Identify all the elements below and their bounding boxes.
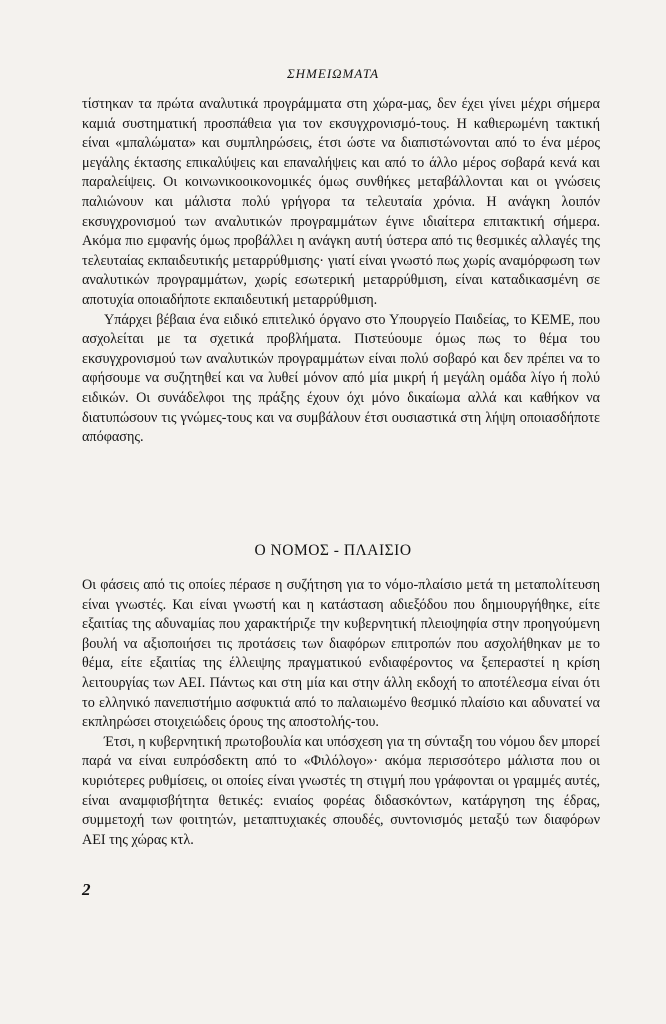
text-block-top — [82, 95, 600, 448]
text-block-bottom — [82, 576, 600, 850]
paragraph-initiative: Έτσι, η κυβερνητική πρωτοβουλία και υπόσχεση για τη σύνταξη του νόμου δεν μπορεί παρά να είναι ευπρόσδεκτη από το «Φιλόλογο»· ακόμα περισσότερο μάλιστα που οι κυριότερες ρυθμίσεις, οι οποίες είναι γνωστές τη στιγμή που γράφονται οι γραμμές αυτές, είναι αναμφισβήτητα θετικές: ενιαίος φορέας διδασκόντων, κατάργηση της έδρας, συμμετοχή των φοιτητών, μεταπτυχιακές σπουδές, συντονισμός μεταξύ των διαφόρων ΑΕΙ της χώρας κτλ. — [82, 733, 600, 848]
running-head: ΣΗΜΕΙΩΜΑΤΑ — [286, 66, 380, 81]
paragraph-phases: Οι φάσεις από τις οποίες πέρασε η συζήτηση για το νόμο-πλαίσιο μετά τη μεταπολίτευση είναι γνωστές. Και είναι γνωστή και η κατάσταση αδιεξόδου που δημιουργήθηκε, είτε εξαιτίας της αδυναμίας που χαρακτήριζε την κυβερνητική πλειοψηφία στην προηγούμενη βουλή να αξιοποιήσει τις προτάσεις των διαφόρων επιτροπών που ασχολήθηκαν με το θέμα, είτε εξαιτίας της έλλειψης πραγματικού ενδιαφέροντος να ξεπεραστεί η κρίση λειτουργίας των ΑΕΙ. Πάντως και στη μία και στην άλλη εκδοχή το αποτέλεσμα είναι ότι το ελληνικό πανεπιστήμιο ασφυκτιά από το παλαιωμένο θεσμικό πλαίσιο και αδυνατεί να εκπληρώσει στοιχειώδεις όρους της αποστολής-του. — [82, 577, 600, 731]
section-heading: Ο ΝΟΜΟΣ - ΠΛΑΙΣΙΟ — [254, 542, 412, 559]
page-number: 2 — [82, 880, 91, 899]
paragraph-continuation: τίστηκαν τα πρώτα αναλυτικά προγράμματα στη χώρα-μας, δεν έχει γίνει μέχρι σήμερα καμιά συστηματική προσπάθεια για τον εκσυγχρονισμό-τους. Η καθιερωμένη τακτική είναι «μπαλώματα» και συμπληρώσεις, έτσι ώστε να διαπιστώνονται από το ένα μέρος μεγάλης έκτασης επικαλύψεις και επαναλήψεις και από το άλλο μέρος σοβαρά κενά και παραλείψεις. Οι κοινωνικοοικονομικές όμως συνθήκες μεταβάλλονται και οι γνώσεις παλιώνουν και μάλιστα πολύ γρήγορα τα τελευταία χρόνια. Η ανάγκη λοιπόν εκσυγχρονισμού των αναλυτικών προγραμμάτων έγινε ιδιαίτερα επιτακτική σήμερα. Ακόμα πιο εμφανής όμως προβάλλει η ανάγκη αυτή ύστερα από τις θεσμικές αλλαγές της τελευταίας εκπαιδευτικής μεταρρύθμισης· γιατί είναι γνωστό πως χωρίς αναμόρφωση των αναλυτικών προγραμμάτων, χωρίς εσωτερική μεταρρύθμιση, είναι καταδικασμένη σε αποτυχία οποιαδήποτε εκπαιδευτική μεταρρύθμιση. — [82, 96, 600, 308]
paragraph-keme: Υπάρχει βέβαια ένα ειδικό επιτελικό όργανο στο Υπουργείο Παιδείας, το ΚΕΜΕ, που ασχολείται με τα σχετικά προβλήματα. Πιστεύουμε όμως πως το θέμα του εκσυγχρονισμού των αναλυτικών προγραμμάτων είναι πολύ σοβαρό και δεν πρέπει να το αφήσουμε να συζητηθεί και να λυθεί μόνον από μία μικρή ή μεγάλη ομάδα λίγο ή πολύ ειδικών. Οι συνάδελφοι της πράξης έχουν όχι μόνο δικαίωμα αλλά και καθήκον να διατυπώσουν τις γνώμες-τους και να συμβάλουν έτσι ουσιαστικά στη λήψη οποιασδήποτε απόφασης. — [82, 311, 600, 446]
